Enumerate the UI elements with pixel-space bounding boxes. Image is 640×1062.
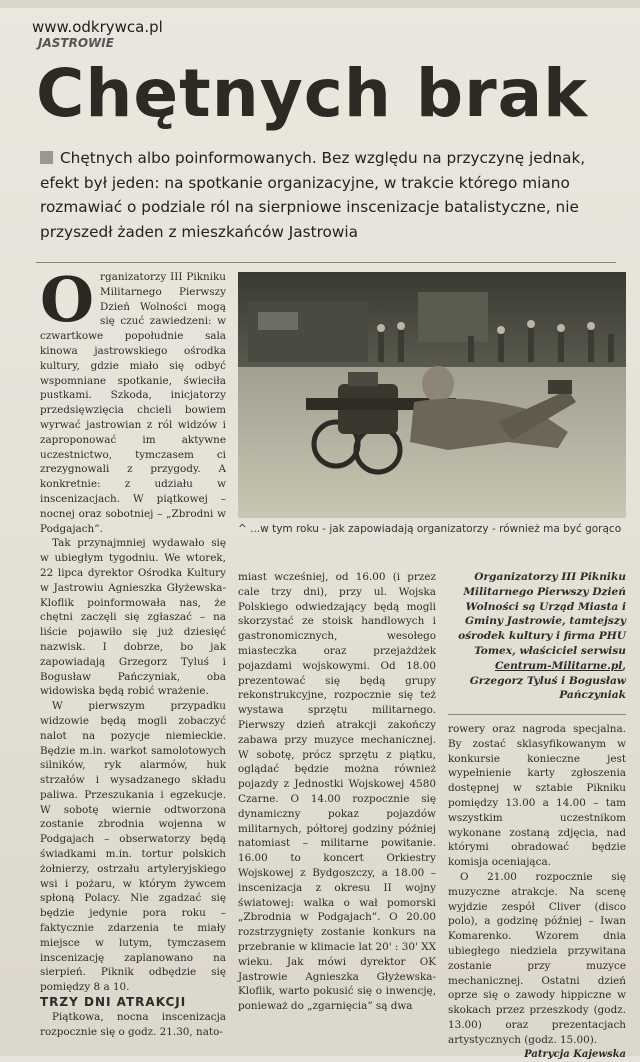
paragraph: Piątkowa, nocna inscenizacja rozpocznie się o godz. 21.30, nato- <box>40 1010 226 1038</box>
author-signature: Patrycja Kajewska <box>524 1048 626 1060</box>
article-column-1 <box>40 263 226 1039</box>
article-column-3 <box>448 722 626 1062</box>
article-photo <box>238 272 626 518</box>
paragraph: O 21.00 rozpocznie się muzyczne atrakcje. Na scenę wyjdzie zespół Cliver (disco polo), a godzinę później – Iwan Komarenko. Wzorem dnia ubiegłego niedziela przywitana zostanie przy muzyce mechanicznej. Ostatni dzień oprze się o zawody hippiczne w skokach przez przeszkody (godz. 13.00) oraz prezentacjach artystycznych (godz. 15.00). <box>448 870 626 1046</box>
organizers-text: Organizatorzy III Pikniku Militarnego Pierwszy Dzień Wolności są Urząd Miasta i Gminy Jastrowie, tamtejszy ośrodek kultury i firma PHU Tomex, właściciel serwisu <box>458 571 626 657</box>
lead-text: Chętnych albo poinformowanych. Bez względu na przyczynę jednak, efekt był jeden: na spotkanie organizacyjne, w trakcie którego miano rozmawiać o podziale ról na sierpniowe inscenizacje batalistyczne, nie przyszedł żaden z mieszkańców Jastrowia <box>40 149 586 241</box>
paragraph <box>40 263 226 536</box>
watermark: www.odkrywca.pl <box>32 18 163 36</box>
lead-paragraph <box>40 146 600 244</box>
paragraph: miast wcześniej, od 16.00 (i przez cale trzy dni), przy ul. Wojska Polskiego odwiedzający będą mogli skorzystać ze stoisk handlowych i gastronomicznych, wesołego miasteczka oraz przejażdżek pojazdami wojskowymi. Od 18.00 prezentować się będą grupy rekonstrukcyjne, rozpocznie się też wystawa sprzętu militarnego. Pierwszy dzień atrakcji zakończy zabawa przy muzyce mechanicznej. W sobotę, prócz sprzętu z piątku, oglądać będzie można również pojazdy z Jednostki Wojskowej 4580 Czarne. O 14.00 rozpocznie się dynamiczny pokaz pojazdów militarnych, półtorej godziny później natomiast – militarne powitanie. 16.00 to koncert Orkiestry Wojskowej z Bydgoszczy, a 18.00 – inscenizacja z okresu II wojny światowej: walka o wał pomorski „Zbrodnia w Podgajach”. O 20.00 rozstrzygnięty zostanie konkurs na przebranie w klimacie lat 20' : 30' XX wieku. Jak mówi dyrektor OK Jastrowie Agnieszka Głyżewska-Kloflik, warto pokusić się o inwencję, ponieważ do „zgarnięcia” są dwa <box>238 571 436 1013</box>
page-top-edge <box>0 0 640 8</box>
organizers-tail: , Grzegorz Tyluś i Bogusław Pańczyniak <box>469 659 626 702</box>
drop-cap: O <box>40 263 95 336</box>
paragraph-text: rganizatorzy III Pikniku Militarnego Pierwszy Dzień Wolności mogą się czuć zawiedzeni: w czwartkowe popołudnie sala kinowa jastrowskiego ośrodka kultury, gdzie miało się odbyć wspomniane spotkanie, świeciła pustkami. Szkoda, inicjatorzy przedsięwzięcia chcieli bowiem wyrwać jastrowian z ról widzów i zaproponować im aktywne uczestnictwo, tymczasem ci zrezygnowali z przygody. A konkretnie: z udziału w inscenizacjach. W piątkowej – nocnej oraz sobotniej – „Zbrodni w Podgajach”. <box>40 271 226 535</box>
note-divider <box>448 714 626 715</box>
subheading: TRZY DNI ATRAKCJI <box>40 995 187 1010</box>
paragraph: rowery oraz nagroda specjalna. By zostać sklasyfikowanym w konkursie konieczne jest wypełnienie karty zgłoszenia dostępnej w sztabie Pikniku pomiędzy 13.00 a 14.00 – tam wszystkim uczestnikom wykonane zostaną zdjęcia, nad którymi obradować będzie komisja oceniająca. <box>448 723 626 869</box>
website-link[interactable]: Centrum-Militarne.pl <box>494 659 623 672</box>
article-column-2 <box>238 570 436 1014</box>
section-label: JASTROWIE <box>38 36 114 50</box>
divider <box>36 262 616 263</box>
photo-caption: ^ ...w tym roku - jak zapowiadają organizatorzy - również ma być gorąco <box>238 523 622 535</box>
paragraph: Tak przynajmniej wydawało się w ubiegłym tygodniu. We wtorek, 22 lipca dyrektor Ośrodka Kultury w Jastrowiu Agnieszka Głyżewska-Kloflik poinformowała nas, że chętni zaczęli się zgłaszać – na liście pojawiło się już dziesięć nazwisk. I dobrze, bo jak zapowiadają Grzegorz Tyluś i Bogusław Pańczyniak, oba widowiska będą robić wrażenie. <box>40 537 226 698</box>
bullet-square-icon <box>40 151 53 164</box>
paragraph: W pierwszym przypadku widzowie będą mogli zobaczyć nalot na pozycje niemieckie. Będzie m.in. warkot samolotowych silników, ryk alarmów, huk strzałów i wysadzanego składu paliwa. Przeszukania i egzekucje. W sobotę wiernie odtworzona zostanie zbrodnia wojenna w Podgajach – obserwatorzy będą świadkami m.in. tortur polskich żołnierzy, ostrzału artyleryjskiego wsi i pożaru, w którym żywcem spłoną Polacy. Nie zgadzać się będzie jedynie pora roku – faktycznie zdarzenia te miały miejsce w lutym, tymczasem inscenizację zaplanowano na sierpień. Piknik odbędzie się pomiędzy 8 a 10. <box>40 700 226 994</box>
organizers-note <box>448 570 626 703</box>
machine-gun-reenactment-photo <box>238 272 626 518</box>
headline: Chętnych brak <box>36 55 589 132</box>
